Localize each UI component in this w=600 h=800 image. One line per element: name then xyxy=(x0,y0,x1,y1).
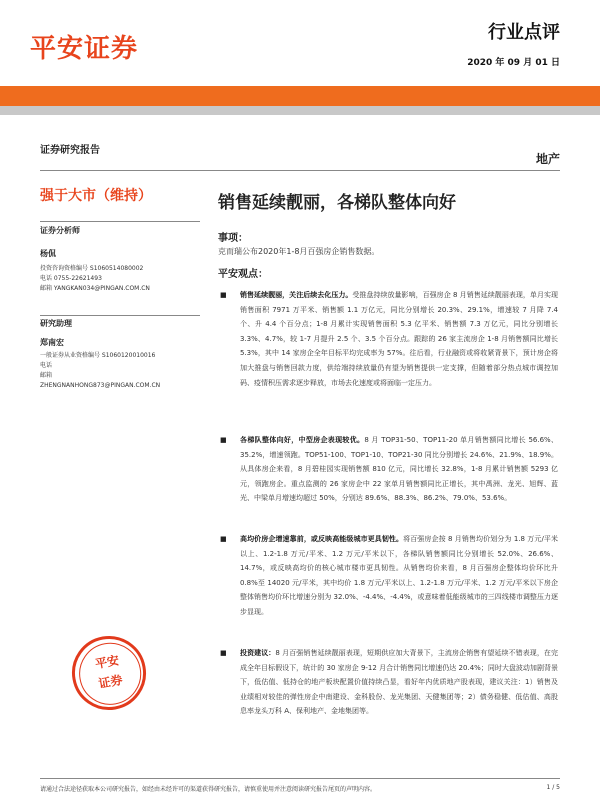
point-4-text: 8 月百强销售延续靓丽表现，短期供应加大背景下，主流房企销售有望延续不错表现，在完成全年目标假设下，统计的 30 家房企 9-12 月合计销售同比增速仍达 20.4%；同时大盘波动加剧背景下，低估值、低持仓的地产板块配置价值持续凸显，看好年内优质地产股表现，建议关注：1）销售及业绩相对较佳的弹性房企中南建设、金科股份、龙光集团、天健集团等；2）债务稳健、低估值、高股息率龙头万科 A、保利地产、金地集团等。 xyxy=(240,649,559,716)
company-seal-icon xyxy=(66,630,152,716)
footer xyxy=(40,784,560,793)
assistant-phone: 电话 xyxy=(40,362,53,369)
header-band-gray xyxy=(0,106,600,115)
point-4-lead: 投资建议： xyxy=(240,649,276,657)
footer-disclaimer: 请通过合法途径获取本公司研究报告，如经由未经许可的渠道获得研究报告，请慎重使用并注意阅读研究报告尾页的声明内容。 xyxy=(40,786,377,793)
seal-text-1: 平安 xyxy=(94,653,121,672)
report-type: 行业点评 xyxy=(488,22,560,43)
assistant-name: 郑南宏 xyxy=(40,338,64,347)
point-1-lead: 销售延续靓丽，关注后续去化压力。 xyxy=(240,291,353,299)
assistant-cert: 一般证券从业资格编号 S1060120010016 xyxy=(40,352,156,359)
assistant-email-label: 邮箱 xyxy=(40,372,53,379)
rating: 强于大市（维持） xyxy=(40,188,152,204)
bullet-icon: ■ xyxy=(220,291,227,299)
point-1 xyxy=(240,288,558,390)
point-3-lead: 高均价房企增速靠前，或反映高能级城市更具韧性。 xyxy=(240,535,404,543)
events-text: 克而瑞公布2020年1-8月百强房企销售数据。 xyxy=(218,247,380,256)
page-number: 1 / 5 xyxy=(546,784,560,791)
assistant-info xyxy=(40,351,210,391)
point-2 xyxy=(240,433,558,506)
events-heading: 事项： xyxy=(218,233,248,244)
bullet-icon: ■ xyxy=(220,436,227,444)
assistant-email[interactable]: ZHENGNANHONG873@PINGAN.COM.CN xyxy=(40,382,161,389)
point-4 xyxy=(240,646,558,719)
point-3 xyxy=(240,532,558,620)
assistant-heading: 研究助理 xyxy=(40,319,72,328)
bullet-icon: ■ xyxy=(220,649,227,657)
sidebar-divider xyxy=(40,221,200,222)
seal-text-2: 证券 xyxy=(97,672,124,691)
brand-logo: 平安证券 xyxy=(30,34,139,64)
bullet-icon: ■ xyxy=(220,535,227,543)
analyst-cert: 投资咨询资格编号 S1060514080002 xyxy=(40,265,144,272)
analyst-phone: 电话 0755-22621493 xyxy=(40,275,102,282)
analyst-heading: 证券分析师 xyxy=(40,226,80,235)
report-date: 2020 年 09 月 01 日 xyxy=(467,58,560,68)
point-2-text: 8 月 TOP31-50、TOP11-20 单月销售额同比增长 56.6%、35.2%，增速领跑。TOP51-100、TOP1-10、TOP21-30 同比分别增长 24.6%、21.9%、18.9%。从具体房企来看，8 月碧桂园实现销售额 810 亿元，同比增长 32.8%，1-8 月累计销售额 5293 亿元，领跑房企。重点监测的 26 家房企中 22 家单月销售额同比正增长，其中禹洲、龙光、旭辉、蓝光、中梁单月增速均超过 50%，分别达 89.6%、88.3%、86.2%、79.0%、53.6%。 xyxy=(240,436,558,503)
section-title: 证券研究报告 xyxy=(40,145,100,156)
analyst-name: 杨侃 xyxy=(40,249,56,258)
headline: 销售延续靓丽，各梯队整体向好 xyxy=(218,193,456,213)
footer-divider xyxy=(40,778,560,779)
point-1-text: 受推盘持续放量影响，百强房企 8 月销售延续靓丽表现，单月实现销售面积 7971 万平米、销售额 1.1 万亿元，同比分别增长 20.3%、29.1%，增速较 7 月降 7.4 个、升 4.4 个百分点；1-8 月累计实现销售面积 5.3 亿平米、销售额 7.3 万亿元，同比分别增长 3.3%、4.7%，较 1-7 月提升 2.5 个、3.5 个百分点。跟踪的 26 家主流房企 1-8 月销售额同比增长 5.3%，其中 14 家房企全年目标平均完成率为 57%。往后看，行业融资或将收紧背景下，预计房企将加大推盘与销售回款力度，供给端持续放量仍有望为销售提供一定支撑，但随着部分热点城市调控加码、疫情积压需求逐步释放，市场去化速度或将面临一定压力。 xyxy=(240,291,558,387)
header-band-gap xyxy=(0,115,600,118)
header-band xyxy=(0,86,600,106)
views-heading: 平安观点： xyxy=(218,269,268,280)
point-3-text: 将百强房企按 8 月销售均价划分为 1.8 万元/平米以上、1.2-1.8 万元/平米、1.2 万元/平米以下，各梯队销售额同比分别增长 52.0%、26.6%、14.7%，或反映高均价的核心城市楼市更具韧性。从销售均价来看，8 月百强房企整体均价环比升 0.8%至 14020 元/平米，其中均价 1.8 万元/平米以上、1.2-1.8 万元/平米、1.2 万元/平米以下房企整体销售均价环比增速分别为 32.0%、-4.4%、-4.4%，或意味着低能级城市的三四线楼市调整压力逐步显现。 xyxy=(240,535,558,616)
sector-label: 地产 xyxy=(535,152,560,166)
sidebar-divider xyxy=(40,315,200,316)
point-2-lead: 各梯队整体向好，中型房企表现较优。 xyxy=(240,436,365,444)
analyst-info xyxy=(40,264,210,294)
divider xyxy=(40,170,560,171)
analyst-email[interactable]: 邮箱 YANGKAN034@PINGAN.COM.CN xyxy=(40,285,150,292)
